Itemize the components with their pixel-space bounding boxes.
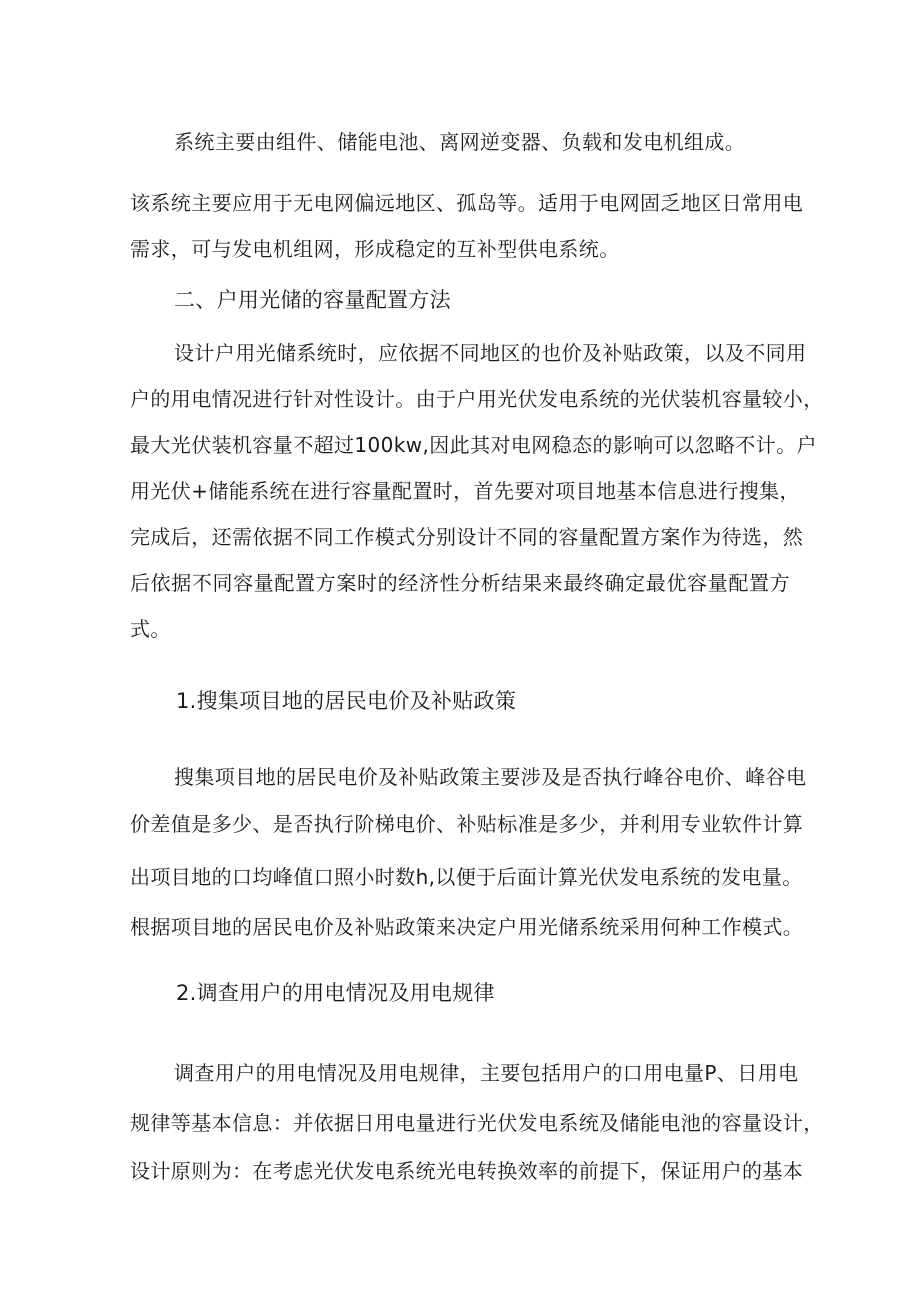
intro-line-2: 该系统主要应用于无电网偏远地区、孤岛等。适用于电网固乏地区日常用电 — [130, 191, 804, 215]
section-para-line: 设计户用光储系统时，应依据不同地区的也价及补贴政策，以及不同用 — [174, 341, 807, 365]
subsection-heading: 2.调查用户的用电情况及用电规律 — [176, 981, 495, 1005]
subsection-para-line: 搜集项目地的居民电价及补贴政策主要涉及是否执行峰谷电价、峰谷电 — [174, 765, 807, 789]
subsection-para-line: 设计原则为：在考虑光伏发电系统光电转换效率的前提下，保证用户的基本 — [130, 1159, 804, 1183]
subsection-para-line: 根据项目地的居民电价及补贴政策来决定户用光储系统采用何种工作模式。 — [130, 915, 804, 939]
section-para-line: 式。 — [130, 617, 171, 641]
section-para-line: 完成后，还需依据不同工作模式分别设计不同的容量配置方案作为待选，然 — [130, 525, 804, 549]
section-para-line: 用光伏+储能系统在进行容量配置时，首先要对项目地基本信息进行搜集， — [130, 479, 800, 503]
section-para-line: 后依据不同容量配置方案时的经济性分析结果来最终确定最优容量配置方 — [130, 571, 790, 595]
intro-line-3: 需求，可与发电机组网，形成稳定的互补型供电系统。 — [130, 237, 620, 261]
subsection-para-line: 调查用户的用电情况及用电规律，主要包括用户的口用电量P、日用电 — [174, 1061, 799, 1085]
subsection-para-line: 出项目地的口均峰值口照小时数h,以便于后面计算光伏发电系统的发电量。 — [130, 865, 803, 889]
section-para-line: 最大光伏装机容量不超过100kw,因此其对电网稳态的影响可以忽略不计。户 — [130, 433, 817, 457]
subsection-para-line: 规律等基本信息：并依据日用电量进行光伏发电系统及储能电池的容量设计， — [130, 1111, 824, 1135]
intro-line-1: 系统主要由组件、储能电池、离网逆变器、负载和发电机组成。 — [174, 130, 746, 154]
section-para-line: 户的用电情况进行针对性设计。由于户用光伏发电系统的光伏装机容量较小， — [130, 387, 824, 411]
subsection-heading: 1.搜集项目地的居民电价及补贴政策 — [176, 689, 517, 713]
section-heading: 二、户用光储的容量配置方法 — [174, 288, 451, 312]
subsection-para-line: 价差值是多少、是否执行阶梯电价、补贴标准是多少，并利用专业软件计算 — [130, 812, 804, 836]
